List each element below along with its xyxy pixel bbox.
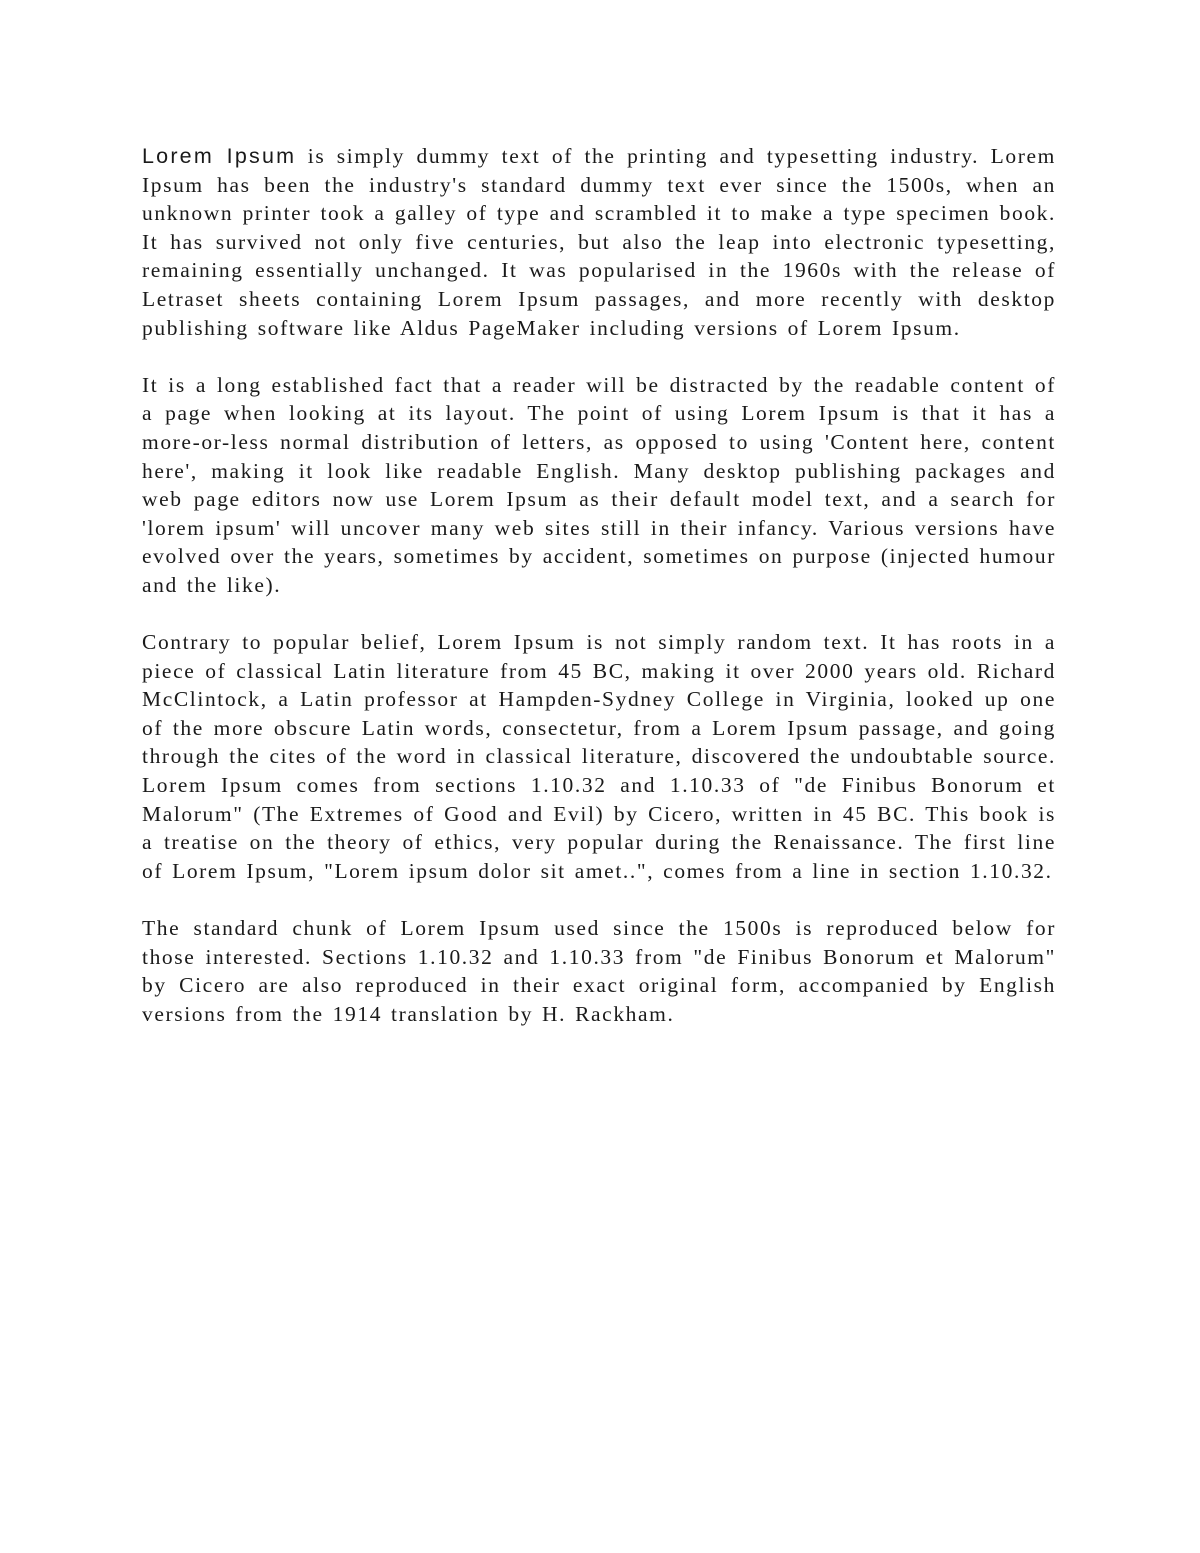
paragraph-1-lead: Lorem Ipsum: [142, 144, 297, 168]
document-page: [142, 142, 1056, 1057]
paragraph-1-text: is simply dummy text of the printing and typesetting industry. Lorem Ipsum has been the industry's standard dummy text ever since the 1500s, when an unknown printer took a galley of type and scrambled it to make a type specimen book. It has survived not only five centuries, but also the leap into electronic typesetting, remaining essentially unchanged. It was popularised in the 1960s with the release of Letraset sheets containing Lorem Ipsum passages, and more recently with desktop publishing software like Aldus PageMaker including versions of Lorem Ipsum.: [142, 144, 1056, 340]
paragraph-2: It is a long established fact that a reader will be distracted by the readable content of a page when looking at its layout. The point of using Lorem Ipsum is that it has a more-or-less normal distribution of letters, as opposed to using 'Content here, content here', making it look like readable English. Many desktop publishing packages and web page editors now use Lorem Ipsum as their default model text, and a search for 'lorem ipsum' will uncover many web sites still in their infancy. Various versions have evolved over the years, sometimes by accident, sometimes on purpose (injected humour and the like).: [142, 372, 1056, 597]
paragraph-1: [142, 142, 1056, 342]
paragraph-4: The standard chunk of Lorem Ipsum used since the 1500s is reproduced below for those interested. Sections 1.10.32 and 1.10.33 from "de Finibus Bonorum et Malorum" by Cicero are also reproduced in their exact original form, accompanied by English versions from the 1914 translation by H. Rackham.: [142, 916, 1056, 1026]
paragraph-3: Contrary to popular belief, Lorem Ipsum is not simply random text. It has roots in a piece of classical Latin literature from 45 BC, making it over 2000 years old. Richard McClintock, a Latin professor at Hampden-Sydney College in Virginia, looked up one of the more obscure Latin words, consectetur, from a Lorem Ipsum passage, and going through the cites of the word in classical literature, discovered the undoubtable source. Lorem Ipsum comes from sections 1.10.32 and 1.10.33 of "de Finibus Bonorum et Malorum" (The Extremes of Good and Evil) by Cicero, written in 45 BC. This book is a treatise on the theory of ethics, very popular during the Renaissance. The first line of Lorem Ipsum, "Lorem ipsum dolor sit amet..", comes from a line in section 1.10.32.: [142, 630, 1056, 883]
